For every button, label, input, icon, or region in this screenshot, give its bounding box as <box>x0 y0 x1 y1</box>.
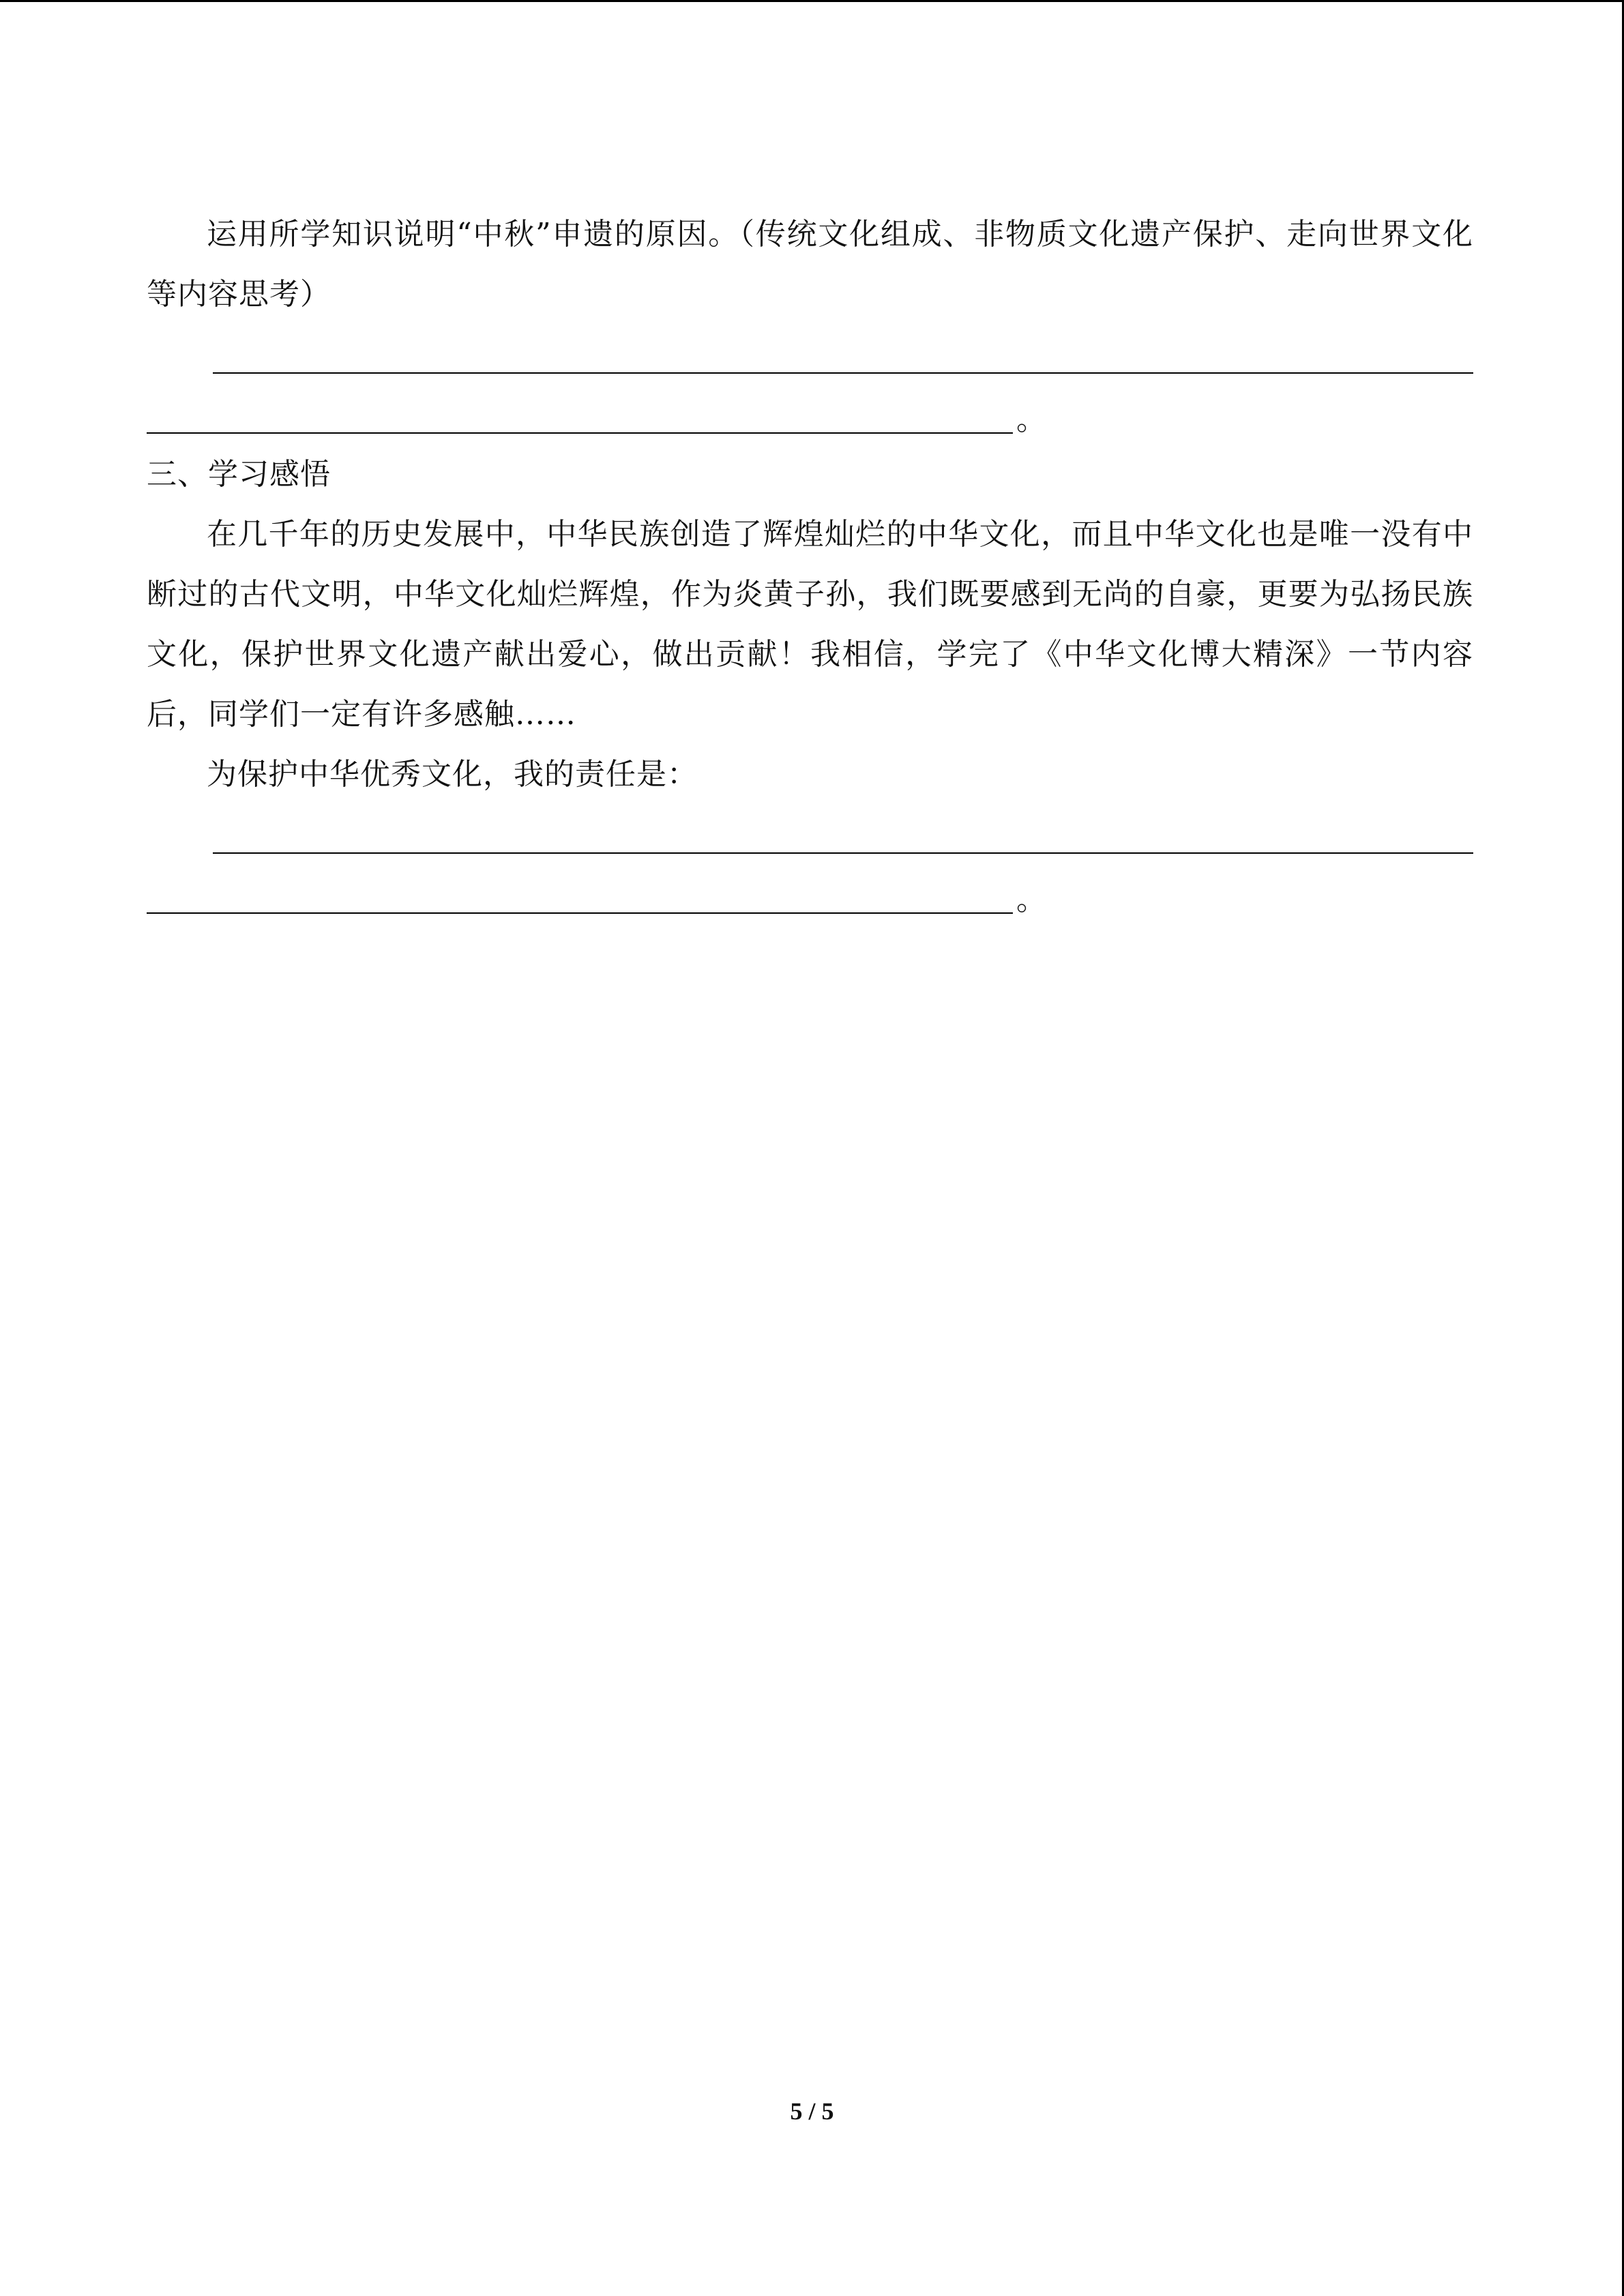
section-heading: 三、学习感悟 <box>147 457 331 492</box>
answer-lines-1 <box>147 325 1473 445</box>
question-text: 运用所学知识说明“中秋”申遗的原因。（传统文化组成、非物质文化遗产保护、走向世界文化等内容思考） <box>147 217 1473 312</box>
answer-line-short[interactable] <box>147 912 1013 914</box>
responsibility-prompt: 为保护中华优秀文化，我的责任是： <box>207 757 698 792</box>
answer-end-mark: 。 <box>1016 402 1046 437</box>
answer-line-full[interactable] <box>213 372 1473 374</box>
page-number: 5 / 5 <box>790 2098 834 2125</box>
reflection-paragraph: 在几千年的历史发展中，中华民族创造了辉煌灿烂的中华文化，而且中华文化也是唯一没有中断过的古代文明，中华文化灿烂辉煌，作为炎黄子孙，我们既要感到无尚的自豪，更要为弘扬民族文化，保护世界文化遗产献出爱心，做出贡献！我相信，学完了《中华文化博大精深》一节内容后，同学们一定有许多感触…… <box>147 517 1473 732</box>
document-body <box>147 205 1473 925</box>
answer-line-full[interactable] <box>213 852 1473 854</box>
answer-line-short[interactable] <box>147 432 1013 434</box>
answer-lines-2 <box>147 805 1473 925</box>
answer-end-mark: 。 <box>1016 882 1046 917</box>
